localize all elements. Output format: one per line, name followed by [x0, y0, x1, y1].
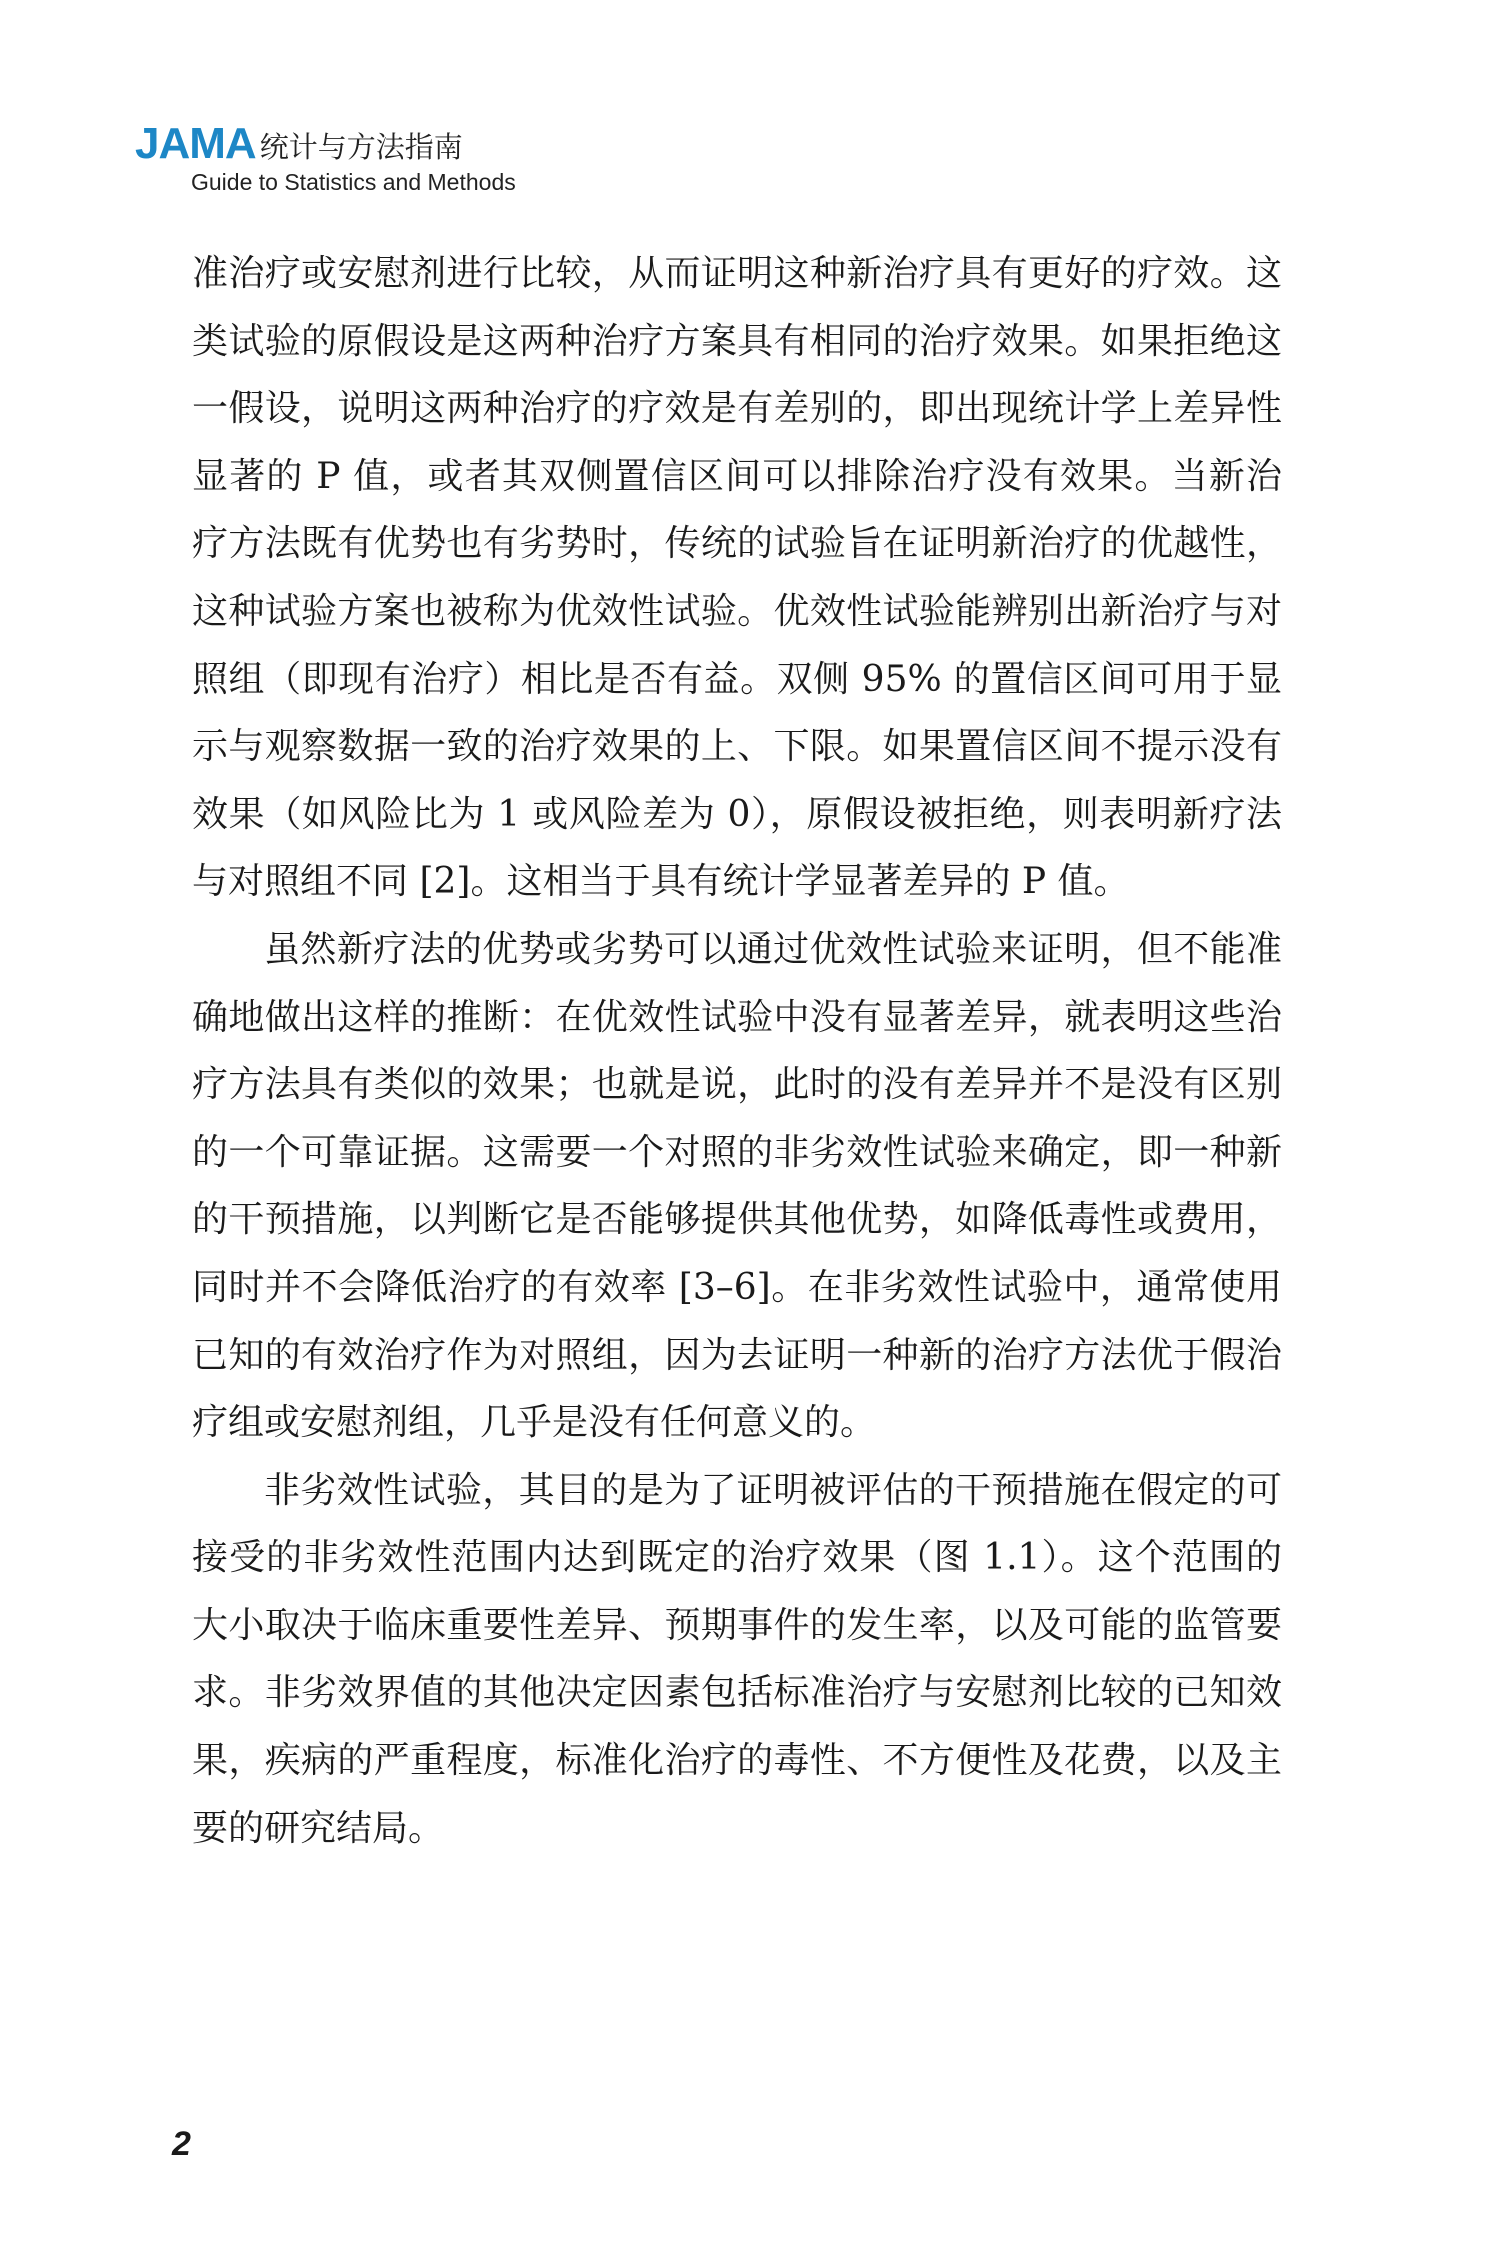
running-header [135, 118, 735, 196]
header-logo [135, 118, 735, 166]
header-title-cn: 统计与方法指南 [259, 130, 463, 164]
page-number: 2 [172, 2125, 191, 2163]
paragraph: 非劣效性试验，其目的是为了证明被评估的干预措施在假定的可接受的非劣效性范围内达到既定的治疗效果（图 1.1）。这个范围的大小取决于临床重要性差异、预期事件的发生率，以及可能的监管要求。非劣效界值的其他决定因素包括标准治疗与安慰剂比较的已知效果，疾病的严重程度，标准化治疗的毒性、不方便性及花费，以及主要的研究结局。 [192, 1469, 1282, 1849]
body-text [192, 240, 1282, 1862]
header-subtitle-en: Guide to Statistics and Methods [191, 169, 516, 195]
paragraph: 准治疗或安慰剂进行比较，从而证明这种新治疗具有更好的疗效。这类试验的原假设是这两种治疗方案具有相同的治疗效果。如果拒绝这一假设，说明这两种治疗的疗效是有差别的，即出现统计学上差异性显著的 P 值，或者其双侧置信区间可以排除治疗没有效果。当新治疗方法既有优势也有劣势时，传统的试验旨在证明新治疗的优越性，这种试验方案也被称为优效性试验。优效性试验能辨别出新治疗与对照组（即现有治疗）相比是否有益。双侧 95% 的置信区间可用于显示与观察数据一致的治疗效果的上、下限。如果置信区间不提示没有效果（如风险比为 1 或风险差为 0），原假设被拒绝，则表明新疗法与对照组不同 [2]。这相当于具有统计学显著差异的 P 值。 [192, 253, 1282, 903]
jama-logo: JAMA [135, 119, 256, 168]
paragraph: 虽然新疗法的优势或劣势可以通过优效性试验来证明，但不能准确地做出这样的推断：在优效性试验中没有显著差异，就表明这些治疗方法具有类似的效果；也就是说，此时的没有差异并不是没有区别的一个可靠证据。这需要一个对照的非劣效性试验来确定，即一种新的干预措施，以判断它是否能够提供其他优势，如降低毒性或费用，同时并不会降低治疗的有效率 [3–6]。在非劣效性试验中，通常使用已知的有效治疗作为对照组，因为去证明一种新的治疗方法优于假治疗组或安慰剂组，几乎是没有任何意义的。 [192, 928, 1282, 1444]
